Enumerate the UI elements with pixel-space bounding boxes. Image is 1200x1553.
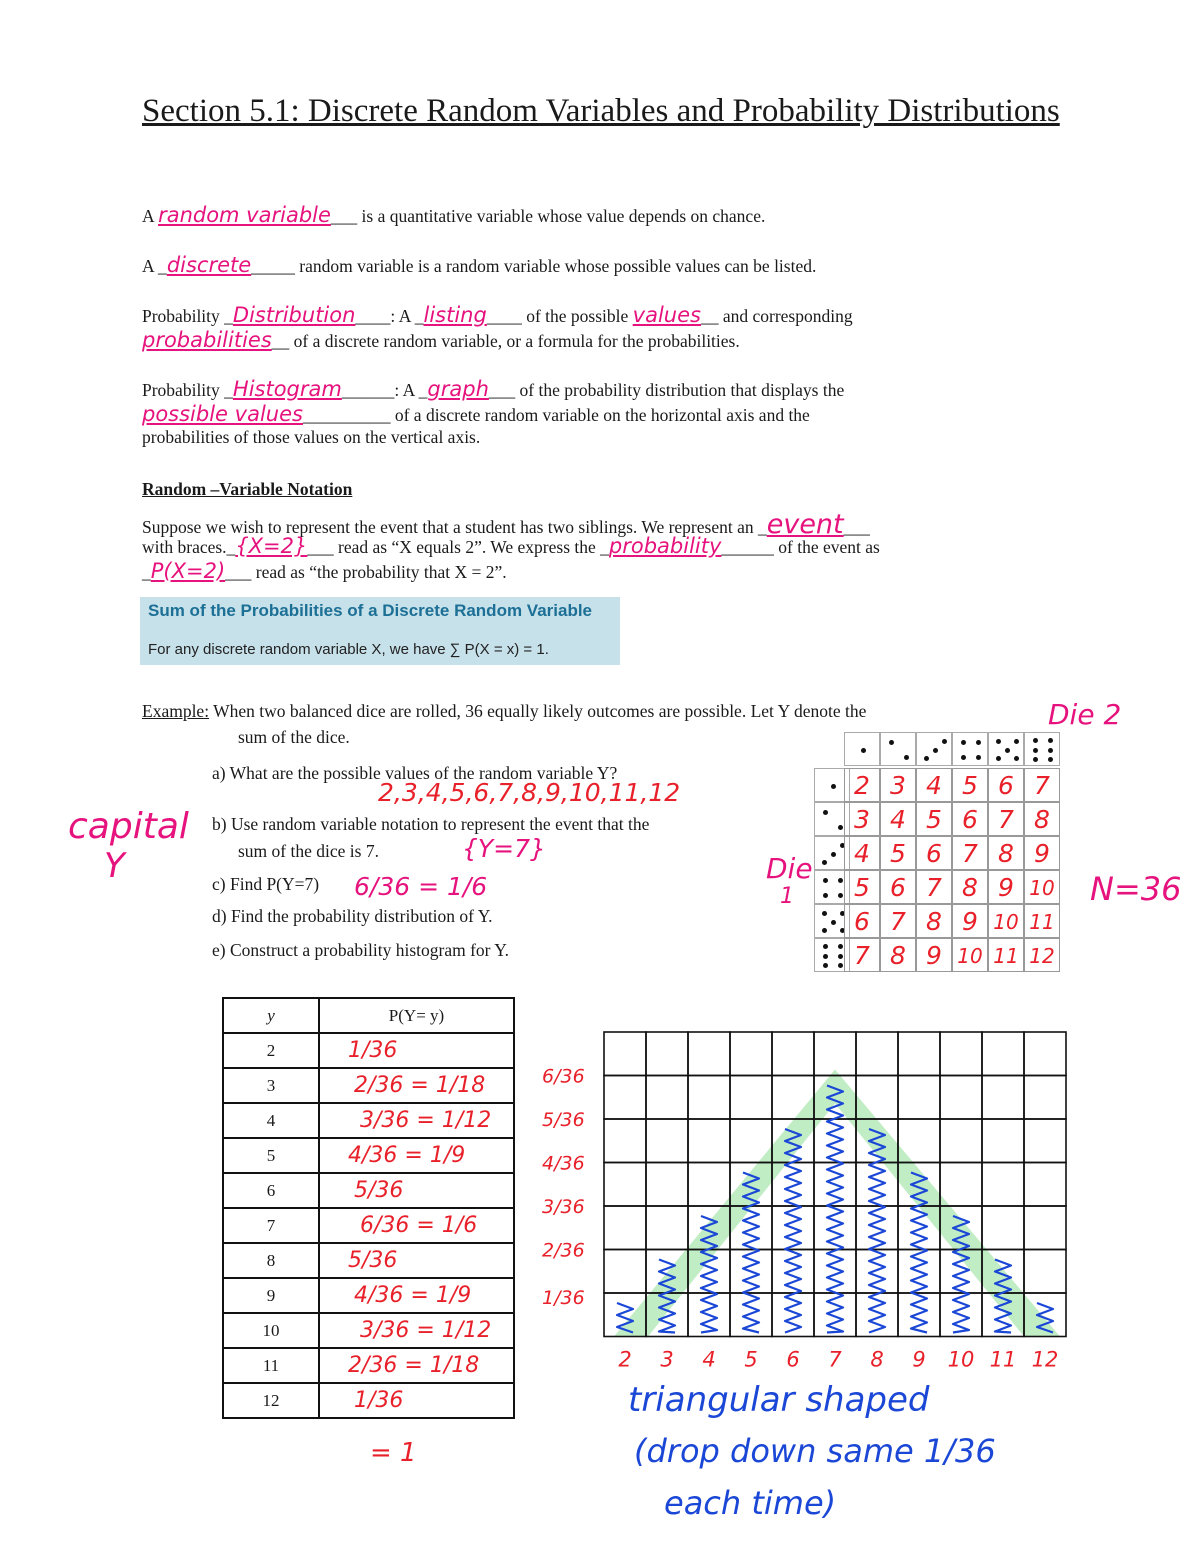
dice-sum-cell: 11 — [1024, 904, 1060, 938]
die-pip — [861, 748, 866, 753]
dice-sum-cell: 9 — [1024, 836, 1060, 870]
grid-cell — [982, 1032, 1024, 1076]
die-pip — [831, 852, 836, 857]
grid-cell — [982, 1206, 1024, 1250]
dice-sum-cell: 5 — [844, 870, 880, 904]
table-row — [223, 1348, 514, 1383]
sum-probabilities-box — [140, 597, 620, 665]
dice-sum-cell: 6 — [916, 836, 952, 870]
die-pip — [822, 911, 827, 916]
die-pip — [933, 748, 938, 753]
die-pip — [924, 756, 929, 761]
dice-sum-cell: 6 — [880, 870, 916, 904]
dice-sum-cell: 7 — [952, 836, 988, 870]
note-line2: (drop down same 1/36 — [634, 1432, 996, 1470]
grid-cell — [982, 1119, 1024, 1163]
def-histogram-line2 — [142, 402, 810, 426]
die-pip — [976, 755, 981, 760]
grid-cell — [688, 1032, 730, 1076]
def-text: random variable is a random variable whose possible values can be listed. — [294, 256, 817, 276]
die-pip — [838, 963, 843, 968]
die-pip — [1033, 738, 1038, 743]
x-tick-label: 6 — [786, 1347, 800, 1370]
def-text: ____: A _ — [355, 306, 424, 326]
die-pip — [823, 944, 828, 949]
table-row — [223, 1103, 514, 1138]
table-row — [223, 1173, 514, 1208]
notation-text: ______ of the event as — [721, 537, 880, 557]
y-tick-label: 1/36 — [542, 1287, 585, 1309]
table-row — [223, 1243, 514, 1278]
die-pip — [838, 944, 843, 949]
dice-sum-cell: 8 — [952, 870, 988, 904]
die-pip — [961, 740, 966, 745]
grid-cell — [1024, 1032, 1066, 1076]
note-line3: each time) — [664, 1484, 837, 1522]
def-discrete — [142, 253, 816, 277]
fill-x-equals-2: {X=2} — [235, 534, 308, 558]
fill-histogram: Histogram — [232, 377, 342, 401]
die2-face-1 — [844, 732, 880, 766]
table-row — [223, 1278, 514, 1313]
example-line1 — [142, 701, 866, 722]
x-tick-label: 5 — [744, 1347, 758, 1370]
cell-y: 12 — [223, 1383, 319, 1418]
dice-sum-cell: 9 — [988, 870, 1024, 904]
dice-sum-cell: 3 — [880, 768, 916, 802]
die-pip — [1048, 757, 1053, 762]
die-pip — [1033, 748, 1038, 753]
x-tick-label: 9 — [912, 1347, 926, 1370]
die2-label: Die 2 — [1048, 698, 1122, 731]
fill-values: values — [632, 303, 701, 327]
cell-y: 11 — [223, 1348, 319, 1383]
def-text: is a quantitative variable whose value depends on chance. — [357, 206, 766, 226]
x-tick-label: 4 — [702, 1347, 716, 1370]
y-tick-label: 4/36 — [542, 1152, 585, 1175]
triangle-highlight — [614, 1070, 1060, 1337]
cell-p: 3/36 = 1/12 — [319, 1313, 514, 1348]
notation-text: _ — [142, 562, 151, 582]
y-tick-label: 3/36 — [542, 1196, 585, 1218]
cell-p: 4/36 = 1/9 — [319, 1278, 514, 1313]
y-tick-label: 2/36 — [542, 1239, 585, 1262]
def-text: __ and corresponding — [700, 306, 853, 326]
def-text: __ of a discrete random variable, or a formula for the probabilities. — [271, 331, 740, 351]
def-random-variable — [142, 203, 765, 227]
fill-distribution: Distribution — [232, 303, 356, 327]
question-d: d) Find the probability distribution of Y. — [212, 906, 493, 926]
die-pip — [823, 810, 828, 815]
sum-box-title: Sum of the Probabilities of a Discrete Random Variable — [148, 601, 593, 620]
cell-y: 5 — [223, 1138, 319, 1173]
die-pip — [996, 739, 1001, 744]
grid-cell — [982, 1076, 1024, 1120]
cell-y: 6 — [223, 1173, 319, 1208]
die-pip — [1033, 757, 1038, 762]
cell-y: 10 — [223, 1313, 319, 1348]
dice-sum-cell: 8 — [1024, 802, 1060, 836]
answer-c: 6/36 = 1/6 — [354, 872, 488, 901]
die1-label: Die — [766, 852, 813, 885]
grid-cell — [730, 1032, 772, 1076]
def-blank: _____ — [251, 256, 295, 276]
note-capital-y: Y — [104, 846, 125, 886]
cell-p: 4/36 = 1/9 — [319, 1138, 514, 1173]
die2-face-6 — [1024, 732, 1060, 766]
probability-table — [222, 997, 515, 1419]
die-pip — [831, 784, 836, 789]
dice-outcome-table — [814, 732, 1062, 982]
grid-cell — [646, 1206, 688, 1250]
dice-sum-cell: 11 — [988, 938, 1024, 972]
grid-cell — [898, 1032, 940, 1076]
dice-sum-cell: 6 — [844, 904, 880, 938]
notation-text: Suppose we wish to represent the event that a student has two siblings. We represent an _ — [142, 517, 767, 537]
question-b-line2: sum of the dice is 7. — [238, 841, 379, 861]
die-pip — [838, 825, 843, 830]
cell-y: 9 — [223, 1278, 319, 1313]
cell-y: 4 — [223, 1103, 319, 1138]
die-pip — [838, 878, 843, 883]
die-pip — [976, 740, 981, 745]
x-tick-label: 8 — [870, 1347, 884, 1370]
def-text: Probability _ — [142, 306, 233, 326]
sum-box-text: For any discrete random variable X, we have ∑ P(X = x) = 1. — [148, 641, 549, 658]
die-pip — [1048, 748, 1053, 753]
die2-face-3 — [916, 732, 952, 766]
grid-cell — [856, 1250, 898, 1294]
dice-sum-cell: 10 — [1024, 870, 1060, 904]
dice-sum-cell: 5 — [952, 768, 988, 802]
grid-cell — [1024, 1206, 1066, 1250]
grid-cell — [688, 1163, 730, 1207]
notation-text: with braces._ — [142, 537, 236, 557]
histogram-bar — [827, 1086, 843, 1333]
grid-cell — [730, 1076, 772, 1120]
grid-cell — [856, 1032, 898, 1076]
grid-cell — [646, 1076, 688, 1120]
grid-cell — [688, 1119, 730, 1163]
def-distribution-line1 — [142, 303, 853, 327]
def-text: A _ — [142, 256, 167, 276]
histogram-bar — [869, 1129, 885, 1333]
grid-cell — [940, 1032, 982, 1076]
grid-cell — [604, 1076, 646, 1120]
answer-a: 2,3,4,5,6,7,8,9,10,11,12 — [378, 778, 681, 807]
question-b-line1: b) Use random variable notation to represent the event that the — [212, 814, 650, 834]
grid-cell — [688, 1076, 730, 1120]
table-total: = 1 — [370, 1438, 417, 1468]
grid-cell — [940, 1076, 982, 1120]
dice-sum-cell: 2 — [844, 768, 880, 802]
die-pip — [823, 954, 828, 959]
dice-sum-cell: 7 — [880, 904, 916, 938]
table-row — [223, 1313, 514, 1348]
def-distribution-line2 — [142, 328, 740, 352]
dice-sum-cell: 10 — [988, 904, 1024, 938]
example-line2: sum of the dice. — [238, 727, 350, 747]
die-pip — [1005, 748, 1010, 753]
die-pip — [838, 893, 843, 898]
example-label: Example: — [142, 701, 210, 721]
fill-probabilities: probabilities — [142, 328, 272, 352]
x-tick-label: 2 — [618, 1347, 632, 1370]
grid-cell — [940, 1119, 982, 1163]
dice-sum-cell: 8 — [916, 904, 952, 938]
table-row — [223, 1068, 514, 1103]
cell-p: 5/36 — [319, 1173, 514, 1208]
dice-sum-cell: 3 — [844, 802, 880, 836]
die1-number: 1 — [780, 884, 794, 909]
die-pip — [838, 954, 843, 959]
die-pip — [889, 740, 894, 745]
dice-sum-cell: 6 — [988, 768, 1024, 802]
grid-cell — [940, 1163, 982, 1207]
die-pip — [904, 755, 909, 760]
grid-cell — [898, 1076, 940, 1120]
die-pip — [1014, 756, 1019, 761]
die-pip — [823, 963, 828, 968]
cell-y: 3 — [223, 1068, 319, 1103]
def-text: ______: A _ — [341, 380, 428, 400]
dice-sum-cell: 5 — [916, 802, 952, 836]
dice-sum-cell: 9 — [952, 904, 988, 938]
x-tick-label: 10 — [947, 1347, 975, 1370]
fill-graph: graph — [427, 377, 489, 401]
x-tick-label: 7 — [828, 1347, 842, 1370]
table-header-row — [223, 998, 514, 1033]
x-tick-label: 3 — [660, 1347, 674, 1370]
grid-cell — [1024, 1076, 1066, 1120]
table-row — [223, 1033, 514, 1068]
dice-sum-cell: 4 — [880, 802, 916, 836]
def-text: ____ of the possible — [486, 306, 633, 326]
table-row — [223, 1383, 514, 1418]
fill-probability: probability — [608, 534, 722, 558]
die-pip — [823, 893, 828, 898]
question-c: c) Find P(Y=7) — [212, 874, 320, 894]
die-pip — [961, 755, 966, 760]
die2-face-2 — [880, 732, 916, 766]
dice-sum-cell: 4 — [916, 768, 952, 802]
die2-face-4 — [952, 732, 988, 766]
cell-p: 6/36 = 1/6 — [319, 1208, 514, 1243]
die-pip — [996, 756, 1001, 761]
def-text: __________ of a discrete random variable on the horizontal axis and the — [302, 405, 810, 425]
cell-p: 1/36 — [319, 1033, 514, 1068]
grid-cell — [604, 1206, 646, 1250]
fill-p-x-2: P(X=2) — [150, 559, 226, 583]
dice-sum-cell: 7 — [988, 802, 1024, 836]
cell-y: 7 — [223, 1208, 319, 1243]
grid-cell — [772, 1250, 814, 1294]
dice-sum-cell: 7 — [844, 938, 880, 972]
dice-sum-cell: 9 — [916, 938, 952, 972]
fill-listing: listing — [423, 303, 487, 327]
header-y: y — [223, 998, 319, 1033]
cell-p: 5/36 — [319, 1243, 514, 1278]
dice-sum-cell: 12 — [1024, 938, 1060, 972]
cell-p: 3/36 = 1/12 — [319, 1103, 514, 1138]
grid-cell — [1024, 1163, 1066, 1207]
notation-line2 — [142, 534, 880, 558]
grid-cell — [772, 1032, 814, 1076]
cell-p: 2/36 = 1/18 — [319, 1068, 514, 1103]
grid-cell — [604, 1032, 646, 1076]
notation-heading: Random –Variable Notation — [142, 479, 353, 499]
dice-sum-cell: 5 — [880, 836, 916, 870]
header-p: P(Y= y) — [319, 998, 514, 1033]
fill-random-variable: random variable — [158, 203, 331, 227]
dice-sum-cell: 8 — [988, 836, 1024, 870]
dice-sum-cell: 4 — [844, 836, 880, 870]
grid-cell — [814, 1032, 856, 1076]
note-line1: triangular shaped — [628, 1380, 930, 1420]
def-blank: ___ — [330, 206, 358, 226]
table-row — [223, 1138, 514, 1173]
probability-histogram — [540, 1020, 1080, 1370]
grid-cell — [646, 1163, 688, 1207]
y-tick-label: 5/36 — [542, 1109, 585, 1131]
cell-p: 2/36 = 1/18 — [319, 1348, 514, 1383]
dice-sum-cell: 6 — [952, 802, 988, 836]
n-total-label: N=36 — [1090, 870, 1182, 908]
x-tick-label: 11 — [989, 1347, 1017, 1370]
notation-text: ___ — [843, 517, 870, 537]
cell-p: 1/36 — [319, 1383, 514, 1418]
die-pip — [822, 928, 827, 933]
grid-cell — [604, 1119, 646, 1163]
fill-discrete: discrete — [166, 253, 252, 277]
notation-line3 — [142, 559, 507, 583]
grid-cell — [814, 1206, 856, 1250]
grid-cell — [604, 1250, 646, 1294]
def-text: ___ of the probability distribution that displays the — [488, 380, 845, 400]
dice-sum-cell: 8 — [880, 938, 916, 972]
def-histogram-line3: probabilities of those values on the vertical axis. — [142, 427, 481, 447]
die-pip — [942, 739, 947, 744]
page-title: Section 5.1: Discrete Random Variables and Probability Distributions — [142, 93, 1060, 129]
dice-sum-cell: 10 — [952, 938, 988, 972]
def-text: Probability _ — [142, 380, 233, 400]
grid-cell — [646, 1032, 688, 1076]
answer-b: {Y=7} — [462, 834, 546, 863]
def-text: A — [142, 206, 159, 226]
grid-cell — [646, 1119, 688, 1163]
notation-text: ___ read as “the probability that X = 2”. — [225, 562, 507, 582]
notation-text: ___ read as “X equals 2”. We express the _ — [307, 537, 609, 557]
grid-cell — [1024, 1250, 1066, 1294]
die-pip — [831, 920, 836, 925]
def-histogram-line1 — [142, 377, 844, 401]
die2-face-5 — [988, 732, 1024, 766]
y-tick-label: 6/36 — [542, 1065, 585, 1088]
grid-cell — [1024, 1119, 1066, 1163]
note-capital: capital — [68, 806, 189, 847]
die-pip — [1014, 739, 1019, 744]
fill-event: event — [766, 509, 844, 540]
grid-cell — [604, 1163, 646, 1207]
question-e: e) Construct a probability histogram for Y. — [212, 940, 509, 960]
fill-possible-values: possible values — [142, 402, 303, 426]
question-a: a) What are the possible values of the random variable Y? — [212, 763, 618, 783]
die-pip — [1048, 738, 1053, 743]
table-row — [223, 1208, 514, 1243]
die-pip — [822, 860, 827, 865]
die-pip — [823, 878, 828, 883]
x-tick-label: 12 — [1031, 1347, 1059, 1370]
dice-sum-cell: 7 — [916, 870, 952, 904]
grid-cell — [982, 1163, 1024, 1207]
cell-y: 8 — [223, 1243, 319, 1278]
example-text: When two balanced dice are rolled, 36 equally likely outcomes are possible. Let Y denote the — [209, 701, 867, 721]
dice-sum-cell: 7 — [1024, 768, 1060, 802]
cell-y: 2 — [223, 1033, 319, 1068]
